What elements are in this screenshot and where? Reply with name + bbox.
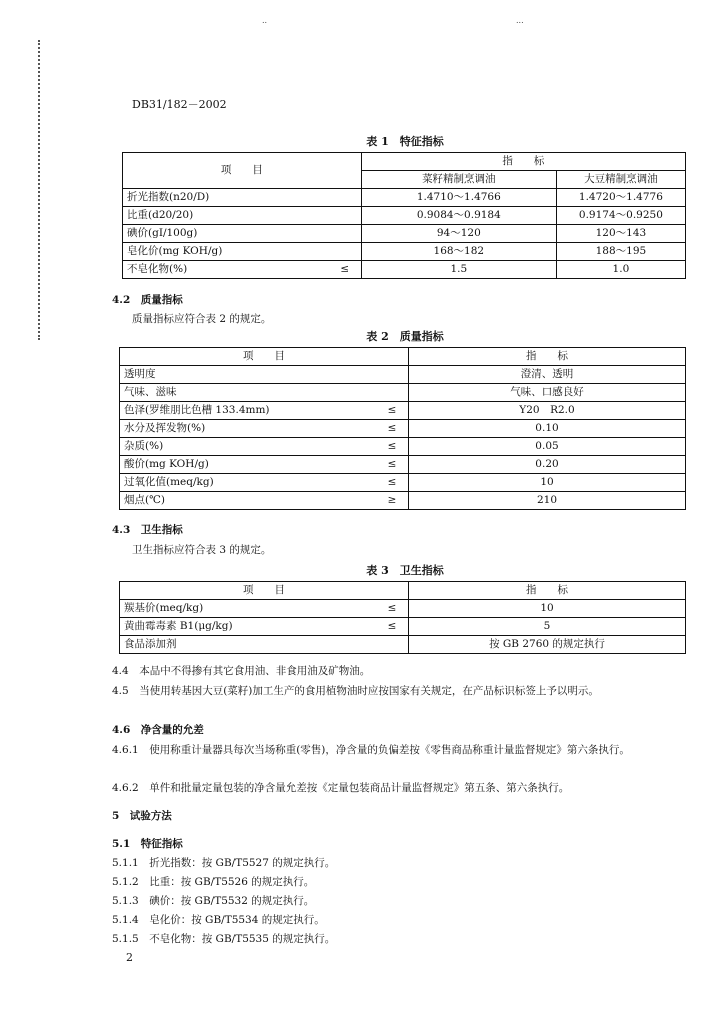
cell-sym	[329, 207, 362, 225]
para-5-1-5: 5.1.5 不皂化物：按 GB/T5535 的规定执行。	[112, 933, 336, 945]
cell-item: 水分及挥发物(%)	[120, 420, 377, 438]
cell-value: 10	[409, 600, 686, 618]
table-row	[120, 456, 686, 474]
cell-sym	[376, 636, 409, 654]
cell-item: 比重(d20/20)	[123, 207, 329, 225]
section-4-3-body: 卫生指标应符合表 3 的规定。	[132, 544, 272, 556]
para-5-1-1: 5.1.1 折光指数：按 GB/T5527 的规定执行。	[112, 857, 336, 869]
cell-value: 0.10	[409, 420, 686, 438]
cell-sym: ≤	[376, 420, 409, 438]
cell-value: 10	[409, 474, 686, 492]
section-4-3-title: 4.3 卫生指标	[112, 524, 183, 536]
cell-sym	[376, 366, 409, 384]
table-row	[120, 474, 686, 492]
standard-number: DB31/182－2002	[132, 98, 227, 111]
scan-mark: ..	[262, 16, 268, 25]
cell-b: 188～195	[556, 243, 685, 261]
para-4-6: 4.6 净含量的允差	[112, 724, 204, 736]
cell-item: 食品添加剂	[120, 636, 377, 654]
cell-sym: ≤	[376, 600, 409, 618]
cell-value: 0.20	[409, 456, 686, 474]
cell-item: 烟点(℃)	[120, 492, 377, 510]
cell-sym: ≤	[329, 261, 362, 279]
cell-item: 透明度	[120, 366, 377, 384]
table-row	[123, 189, 686, 207]
table1-col-b: 大豆精制烹调油	[556, 171, 685, 189]
scan-edge-marks	[38, 40, 42, 340]
table2	[119, 347, 686, 510]
para-4-6-1: 4.6.1 使用称重计量器具每次当场称重(零售)，净含量的负偏差按《零售商品称重计量监督规定》第六条执行。	[112, 744, 630, 756]
table1-col-a: 菜籽精制烹调油	[361, 171, 556, 189]
table-row	[123, 261, 686, 279]
scan-mark: ...	[516, 16, 524, 25]
cell-b: 120～143	[556, 225, 685, 243]
cell-item: 不皂化物(%)	[123, 261, 329, 279]
cell-value: 5	[409, 618, 686, 636]
cell-value: 按 GB 2760 的规定执行	[409, 636, 686, 654]
section-5-1-title: 5.1 特征指标	[112, 838, 183, 850]
table2-col-index: 指 标	[409, 348, 686, 366]
cell-a: 1.4710～1.4766	[361, 189, 556, 207]
cell-value: 气味、口感良好	[409, 384, 686, 402]
table-row	[120, 492, 686, 510]
section-4-2-body: 质量指标应符合表 2 的规定。	[132, 313, 272, 325]
cell-item: 折光指数(n20/D)	[123, 189, 329, 207]
para-5-1-3: 5.1.3 碘价：按 GB/T5532 的规定执行。	[112, 895, 315, 907]
cell-a: 0.9084～0.9184	[361, 207, 556, 225]
table-row	[120, 600, 686, 618]
table-row	[120, 438, 686, 456]
table-row	[120, 384, 686, 402]
cell-b: 1.0	[556, 261, 685, 279]
cell-item: 气味、滋味	[120, 384, 377, 402]
table1	[122, 152, 686, 279]
para-5-1-4: 5.1.4 皂化价：按 GB/T5534 的规定执行。	[112, 914, 325, 926]
para-5-1-2: 5.1.2 比重：按 GB/T5526 的规定执行。	[112, 876, 315, 888]
cell-a: 168～182	[361, 243, 556, 261]
table1-caption: 表 1 特征指标	[366, 135, 444, 148]
cell-sym	[329, 243, 362, 261]
para-4-4: 4.4 本品中不得掺有其它食用油、非食用油及矿物油。	[112, 665, 371, 677]
table-row	[123, 207, 686, 225]
cell-sym	[329, 189, 362, 207]
cell-value: Y20 R2.0	[409, 402, 686, 420]
cell-item: 过氧化值(meq/kg)	[120, 474, 377, 492]
cell-item: 羰基价(meq/kg)	[120, 600, 377, 618]
cell-value: 210	[409, 492, 686, 510]
table-row	[123, 225, 686, 243]
cell-item: 酸价(mg KOH/g)	[120, 456, 377, 474]
para-4-5: 4.5 当使用转基因大豆(菜籽)加工生产的食用植物油时应按国家有关规定，在产品标识标签上予以明示。	[112, 685, 599, 697]
cell-item: 杂质(%)	[120, 438, 377, 456]
table3-col-index: 指 标	[409, 582, 686, 600]
cell-sym: ≤	[376, 618, 409, 636]
table3	[119, 581, 686, 654]
table3-caption: 表 3 卫生指标	[366, 564, 444, 577]
cell-sym: ≤	[376, 474, 409, 492]
table-row	[120, 402, 686, 420]
table-row	[120, 420, 686, 438]
cell-sym: ≤	[376, 438, 409, 456]
cell-sym: ≤	[376, 402, 409, 420]
cell-item: 黄曲霉毒素 B1(μg/kg)	[120, 618, 377, 636]
page-number: 2	[126, 951, 133, 964]
cell-sym: ≥	[376, 492, 409, 510]
table2-caption: 表 2 质量指标	[366, 330, 444, 343]
cell-b: 1.4720～1.4776	[556, 189, 685, 207]
table-row	[120, 636, 686, 654]
cell-item: 碘价(gI/100g)	[123, 225, 329, 243]
cell-value: 0.05	[409, 438, 686, 456]
cell-a: 1.5	[361, 261, 556, 279]
cell-sym	[329, 225, 362, 243]
table2-col-item: 项 目	[120, 348, 409, 366]
cell-item: 皂化价(mg KOH/g)	[123, 243, 329, 261]
table1-col-item: 项 目	[123, 153, 362, 189]
section-4-2-title: 4.2 质量指标	[112, 294, 183, 306]
cell-b: 0.9174～0.9250	[556, 207, 685, 225]
section-5-title: 5 试验方法	[112, 810, 172, 822]
cell-sym: ≤	[376, 456, 409, 474]
para-4-6-2: 4.6.2 单件和批量定量包装的净含量允差按《定量包装商品计量监督规定》第五条、第六条执行。	[112, 782, 570, 794]
table-row	[120, 618, 686, 636]
cell-value: 澄清、透明	[409, 366, 686, 384]
table1-col-index: 指 标	[361, 153, 685, 171]
cell-a: 94～120	[361, 225, 556, 243]
cell-item: 色泽(罗维朋比色槽 133.4mm)	[120, 402, 377, 420]
table-row	[123, 243, 686, 261]
table-row	[120, 366, 686, 384]
cell-sym	[376, 384, 409, 402]
table3-col-item: 项 目	[120, 582, 409, 600]
